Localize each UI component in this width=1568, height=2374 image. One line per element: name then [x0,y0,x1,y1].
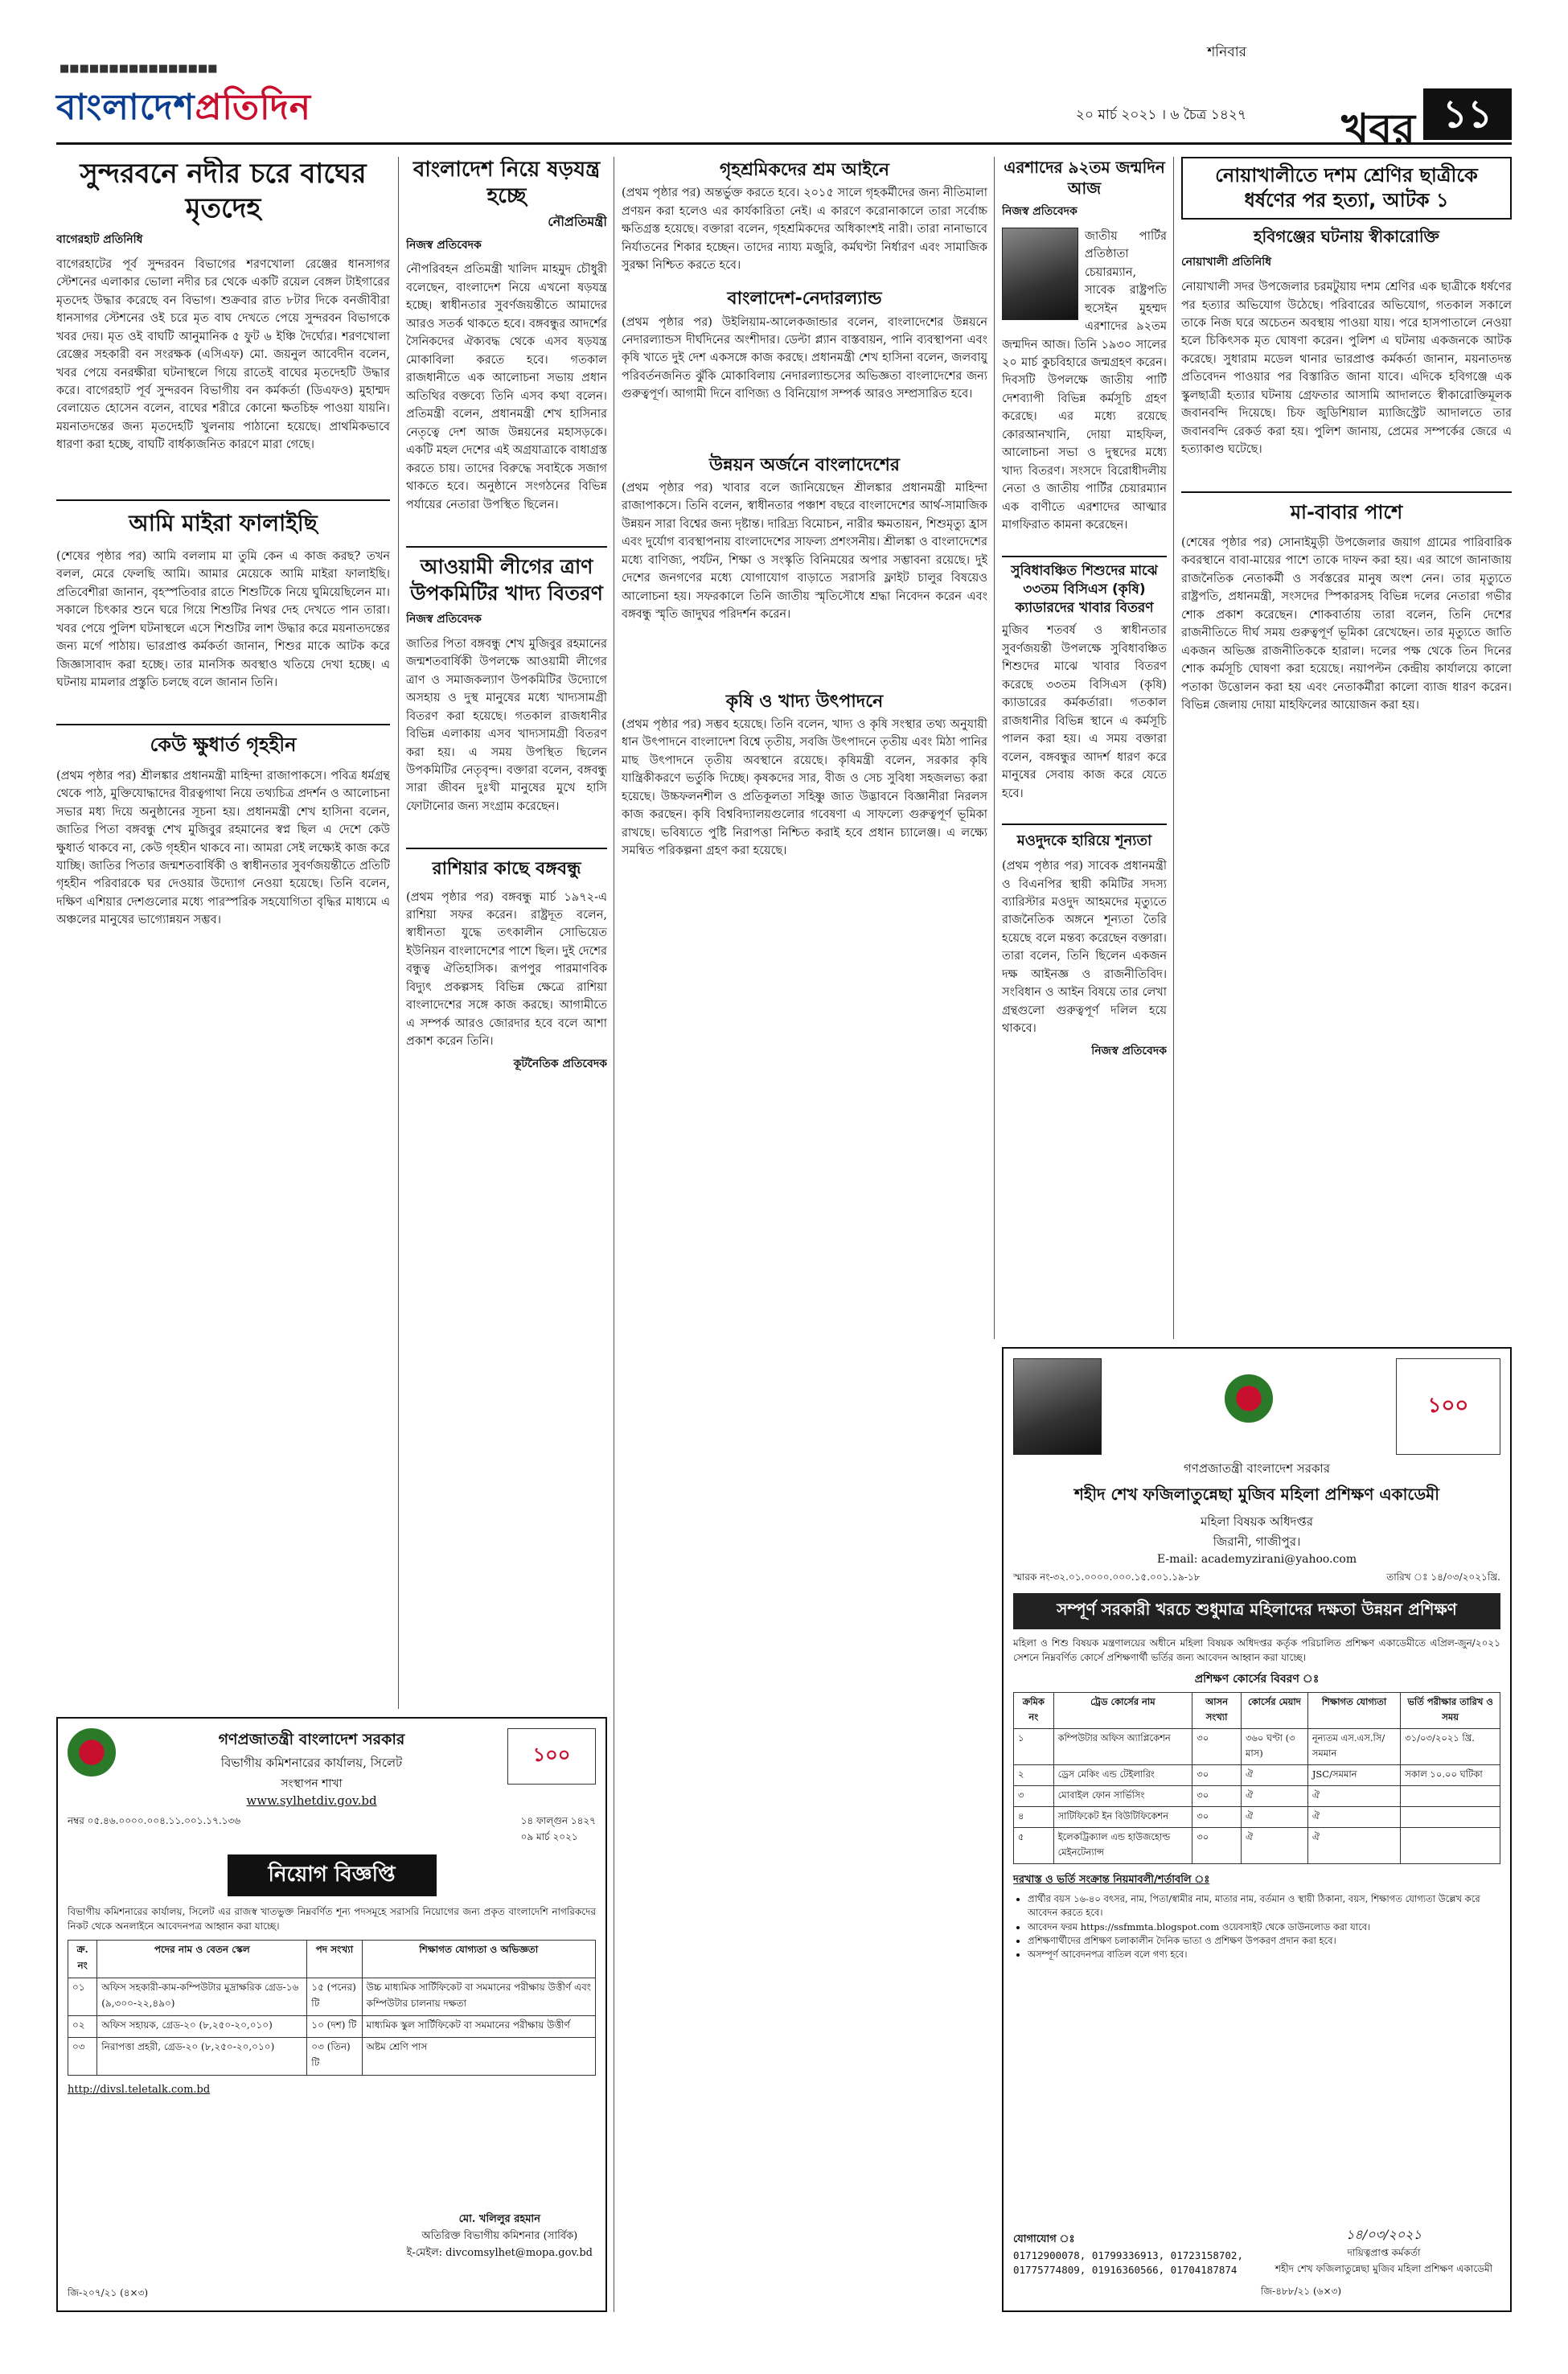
ad-memo: নম্বর ০৫.৪৬.০০০০.০০৪.১১.০০১.১৭.১৩৬ [68,1815,241,1826]
void-headline: মওদুদকে হারিয়ে শূন্যতা [1002,824,1167,852]
logo-word-1: বাংলাদেশ [56,87,195,128]
tiger-byline: বাগেরহাট প্রতিনিধি [56,233,143,246]
conspiracy-tagline: নৌপ্রতিমন্ত্রী [548,214,607,229]
table-cell [1401,1828,1500,1864]
conspiracy-byline: নিজস্ব প্রতিবেদক [406,238,482,252]
table-cell: ঐ [1307,1807,1400,1828]
rule-item: • অসম্পূর্ণ আবেদনপত্র বাতিল বলে গণ্য হবে। [1028,1948,1500,1961]
table-cell: মাধ্যমিক স্কুল সার্টিফিকেট বা সমমানের পরীক্ষায় উত্তীর্ণ [362,2016,595,2038]
column-2 [406,157,607,1709]
ad-signature-block [407,2212,593,2262]
ad-title: নিয়োগ বিজ্ঞপ্তি [228,1854,437,1896]
table-header: কোর্সের মেয়াদ [1241,1693,1307,1729]
rule-item: • প্রশিক্ষণার্থীদের প্রশিক্ষণ চলাকালীন দৈনিক ভাতা ও প্রশিক্ষণ উপকরণ প্রদান করা হবে। [1028,1934,1500,1948]
contact-block [1013,2232,1254,2279]
ad-intro: বিভাগীয় কমিশনারের কার্যালয়, সিলেট এর রাজস্ব খাতভুক্ত নিম্নবর্ণিত শূন্য পদসমূহে সরাসরি নিয়োগের জন্য প্রকৃত বাংলাদেশি নাগরিকদের নিকট থেকে অনলাইনে আবেদনপত্র আহ্বান করা যাচ্ছে। [68,1906,596,1932]
table-cell: ৪ [1014,1807,1054,1828]
table-cell: ঐ [1307,1786,1400,1807]
recruitment-ad [56,1717,607,2312]
table-cell: ঐ [1241,1765,1307,1786]
newspaper-logo [56,80,311,139]
labour-headline: গৃহশ্রমিকদের শ্রম আইনে [720,160,889,180]
table-header: ভর্তি পরীক্ষার তারিখ ও সময় [1401,1693,1500,1729]
table-cell: ঐ [1241,1786,1307,1807]
table-cell: ১০ (দশ) টি [307,2016,362,2038]
table-cell: ঐ [1241,1828,1307,1864]
academy-memo: স্মারক নং-৩২.০১.০০০০.০০০.১৫.০০১.১৯-১৮ [1013,1571,1201,1583]
table-row [68,2016,596,2038]
academy-banner: সম্পূর্ণ সরকারী খরচে শুধুমাত্র মহিলাদের দক্ষতা উন্নয়ন প্রশিক্ষণ [1013,1593,1500,1629]
table-cell: অফিস সহায়ক, গ্রেড-২০ (৮,২৫০-২০,০১০) [97,2016,307,2038]
table-cell: ৩ [1014,1786,1054,1807]
table-cell: উচ্চ মাধ্যমিক সার্টিফিকেট বা সমমানের পরীক্ষায় উত্তীর্ণ এবং কম্পিউটার চালনায় দক্ষতা [362,1978,595,2016]
day-label: শনিবার [1207,44,1246,60]
table-cell: ৩০ [1192,1729,1242,1765]
conspiracy-headline: বাংলাদেশ নিয়ে ষড়যন্ত্র হচ্ছে [413,158,601,208]
table-cell: ১৫ (পনের) টি [307,1978,362,2016]
table-cell: ২ [1014,1765,1054,1786]
table-row [1014,1786,1500,1807]
course-table-title: প্রশিক্ষণ কোর্সের বিবরণ ঃ [1194,1673,1320,1686]
labour-body: (প্রথম পৃষ্ঠার পর) অন্তর্ভুক্ত করতে হবে। ২০১৫ সালে গৃহকর্মীদের জন্য নীতিমালা প্রণয়ন করা হলেও এর কার্যকারিতা নেই। এ কারণে করোনাকালে তারা সর্বোচ্চ ক্ষতিগ্রস্ত হয়েছে। বক্তারা বলেন, গৃহশ্রমিকদের অধিকাংশই নারী। তারা নানাভাবে নির্যাতনের শিকার হচ্ছেন। তাদের ন্যায্য মজুরি, কর্মঘণ্টা নির্ধারণ এবং সামাজিক সুরক্ষা নিশ্চিত করতে হবে। [622,187,987,272]
ad-signer-title: অতিরিক্ত বিভাগীয় কমিশনার (সার্বিক) [421,2230,578,2242]
ad-signer: মো. খলিলুর রহমান [458,2213,540,2225]
table-cell: ৩০ [1192,1765,1242,1786]
academy-intro: মহিলা ও শিশু বিষয়ক মন্ত্রণালয়ের অধীনে মহিলা বিষয়ক অধিদপ্তর কর্তৃক পরিচালিত প্রশিক্ষণ একাডেমীতে এপ্রিল-জুন/২০২১ সেশনে নিম্নবর্ণিত কোর্সে প্রশিক্ষণার্থী ভর্তির জন্য আবেদন আহ্বান করা যাচ্ছে। [1013,1637,1500,1663]
hungry-body: (প্রথম পৃষ্ঠার পর) শ্রীলঙ্কার প্রধানমন্ত্রী মাহিন্দা রাজাপাকসে। পবিত্র ধর্মগ্রন্থ থেকে পাঠ, মুক্তিযোদ্ধাদের বীরত্বগাথা নিয়ে তথ্যচিত্র প্রদর্শন ও আলোচনা সভার মধ্য দিয়ে অনুষ্ঠানের সূচনা হয়। প্রধানমন্ত্রী শেখ হাসিনা বলেন, জাতির পিতা বঙ্গবন্ধু শেখ মুজিবুর রহমানের স্বপ্ন ছিল এ দেশে কেউ ক্ষুধার্ত থাকবে না, কেউ গৃহহীন থাকবে না। আমরা সেই লক্ষ্যেই কাজ করে যাচ্ছি। জাতির পিতার জন্মশতবার্ষিকী ও স্বাধীনতার সুবর্ণজয়ন্তীতে প্রতিটি গৃহহীন পরিবারকে ঘর দেওয়ার উদ্যোগ নেওয়া হয়েছে। তিনি বলেন, দক্ষিণ এশিয়ার দেশগুলোর মধ্যে পারস্পরিক সহযোগিতা বৃদ্ধির মাধ্যমে এ অঞ্চলের মানুষের ভাগ্যোন্নয়ন সম্ভব। [56,769,390,927]
ershad-body: জাতীয় পার্টির প্রতিষ্ঠাতা চেয়ারম্যান, সাবেক রাষ্ট্রপতি হুসেইন মুহম্মদ এরশাদের ৯২তম জন্মদিন আজ। তিনি ১৯৩০ সালের ২০ মার্চ কুচবিহারে জন্মগ্রহণ করেন। দিবসটি উপলক্ষে জাতীয় পার্টি দেশব্যাপী বিভিন্ন কর্মসূচি গ্রহণ করেছে। এর মধ্যে রয়েছে কোরআনখানি, দোয়া মাহফিল, আলোচনা সভা ও দুস্থদের মধ্যে খাদ্য বিতরণ। সংসদে বিরোধীদলীয় নেতা ও জাতীয় পার্টির চেয়ারম্যান এক বাণীতে এরশাদের আত্মার মাগফিরাত কামনা করেছেন। [1002,229,1167,532]
table-row [1014,1765,1500,1786]
tiger-body: বাগেরহাটের পূর্ব সুন্দরবন বিভাগের শরণখোলা রেঞ্জের ধানসাগর স্টেশনের এলাকার ভোলা নদীর চর থেকে একটি রয়েল বেঙ্গল টাইগারের মৃতদেহ উদ্ধার করেছে বন বিভাগ। শুক্রবার রাত ৮টার দিকে বনজীবীরা ধানসাগর স্টেশনের ওই চরে মৃত বাঘ দেখতে পেয়ে সুন্দরবন বিভাগকে খবর দেয়। মৃত ওই বাঘটি আনুমানিক ৫ ফুট ৬ ইঞ্চি দৈর্ঘ্যের। শরণখোলা রেঞ্জের সহকারী বন সংরক্ষক (এসিএফ) মো. জয়নুল আবেদীন বলেন, খবর পেয়ে বনরক্ষীরা ঘটনাস্থলে গিয়ে রাতেই বাঘের মৃতদেহটি উদ্ধার করে। বাগেরহাট পূর্ব সুন্দরবন বিভাগীয় বন কর্মকর্তা (ডিএফও) মুহাম্মদ বেলায়েত হোসেন বলেন, বাঘের শরীরে কোনো ক্ষতচিহ্ন পাওয়া যায়নি। ময়নাতদন্তের জন্য মৃতদেহটি খুলনায় পাঠানো হয়েছে। প্রাথমিকভাবে ধারণা করা হচ্ছে, বাঘটি বার্ধক্যজনিত কারণে মারা গেছে। [56,257,390,452]
table-cell [1401,1807,1500,1828]
table-cell: কম্পিউটার অফিস অ্যাপ্লিকেশন [1053,1729,1192,1765]
table-cell: ০৩ (তিন) টি [307,2038,362,2076]
noakhali-headline: নোয়াখালীতে দশম শ্রেণির ছাত্রীকে ধর্ষণের পর হত্যা, আটক ১ [1181,157,1512,220]
table-cell [1401,1786,1500,1807]
noakhali-body: নোয়াখালী সদর উপজেলার চরমটুয়ায় দশম শ্রেণির এক ছাত্রীকে ধর্ষণের পর হত্যার অভিযোগ উঠেছে। পরিবারের অভিযোগ, গতকাল সকালে তাকে নিজ ঘরে অচেতন অবস্থায় পাওয়া যায়। পরে হাসপাতালে নেওয়া হলে চিকিৎসক মৃত ঘোষণা করেন। পুলিশ এ ঘটনায় একজনকে আটক করেছে। সুধারাম মডেল থানার ভারপ্রাপ্ত কর্মকর্তা জানান, ময়নাতদন্ত প্রতিবেদন পাওয়ার পর বিস্তারিত জানা যাবে। এদিকে হবিগঞ্জে এক স্কুলছাত্রী হত্যার ঘটনায় গ্রেফতার আসামি আদালতে স্বীকারোক্তিমূলক জবানবন্দি দিয়েছে। চিফ জুডিশিয়াল ম্যাজিস্ট্রেট আদালতে তার জবানবন্দি রেকর্ড করা হয়। পুলিশ জানায়, প্রেমের সম্পর্কের জেরে এ হত্যাকাণ্ড ঘটেছে। [1181,281,1512,457]
ad-unit: সংস্থাপন শাখা [281,1777,343,1790]
agri-headline: কৃষি ও খাদ্য উৎপাদনে [725,691,884,712]
table-header: পদের নাম ও বেতন স্কেল [97,1941,307,1978]
academy-ad [1002,1347,1512,2312]
logo-tagline: ■■■■■■■■■■■■■■■■ [60,63,218,75]
rule-item: • প্রার্থীর বয়স ১৬-৪০ বৎসর, নাম, পিতা/স্বামীর নাম, মাতার নাম, বর্তমান ও স্থায়ী ঠিকানা, বয়স, শিক্ষাগত যোগ্যতা উল্লেখ করে আবেদন করতে হবে। [1028,1892,1500,1920]
tiger-headline: সুন্দরবনে নদীর চরে বাঘের মৃতদেহ [80,158,367,224]
table-cell: ০৩ [68,2038,97,2076]
table-cell: ৫ [1014,1828,1054,1864]
academy-email[interactable]: E-mail: academyzirani@yahoo.com [1156,1553,1357,1566]
ershad-headline: এরশাদের ৯২তম জন্মদিন আজ [1004,158,1165,198]
table-cell: ৩০ [1192,1786,1242,1807]
apply-link[interactable]: http://divsl.teletalk.com.bd [68,2084,211,2096]
development-body: (প্রথম পৃষ্ঠার পর) খাবার বলে জানিয়েছেন শ্রীলঙ্কার প্রধানমন্ত্রী মাহিন্দা রাজাপাকসে। তিনি বলেন, স্বাধীনতার পঞ্চাশ বছরে বাংলাদেশের আর্থ-সামাজিক উন্নয়ন সারা বিশ্বের জন্য দৃষ্টান্ত। দারিদ্র্য বিমোচন, নারীর ক্ষমতায়ন, শিশুমৃত্যু হ্রাস এবং দুর্যোগ ব্যবস্থাপনায় বাংলাদেশের সাফল্য প্রশংসনীয়। শ্রীলঙ্কা ও বাংলাদেশের মধ্যে বাণিজ্য, পর্যটন, শিক্ষা ও সংস্কৃতি বিনিময়ের অপার সম্ভাবনা রয়েছে। দুই দেশের জনগণের মধ্যে যোগাযোগ বাড়াতে সরাসরি ফ্লাইট চালুর বিষয়েও আলোচনা হয়। সফরকালে তিনি জাতীয় স্মৃতিসৌধে শ্রদ্ধা নিবেদন করেন এবং বঙ্গবন্ধু স্মৃতি জাদুঘর পরিদর্শন করেন। [622,481,987,622]
ad-office: বিভাগীয় কমিশনারের কার্যালয়, সিলেট [220,1756,403,1770]
netherlands-headline: বাংলাদেশ-নেদারল্যান্ড [727,289,882,310]
table-header: ক্র. নং [68,1941,97,1978]
column-divider [398,157,399,1709]
table-row [68,1978,596,2016]
table-cell: নিরাপত্তা প্রহরী, গ্রেড-২০ (৮,২৫০-২০,০১০) [97,2038,307,2076]
table-row [1014,1807,1500,1828]
dateline [1075,44,1246,127]
rule-item: • আবেদন ফরম https://ssfmmta.blogspot.com ওয়েবসাইট থেকে ডাউনলোড করা যাবে। [1028,1920,1500,1934]
table-cell: ০২ [68,2016,97,2038]
ad-date-english: ০৯ মার্চ ২০২১ [520,1831,578,1842]
ershad-byline: নিজস্ব প্রতিবেদক [1002,205,1077,218]
russia-body: (প্রথম পৃষ্ঠার পর) বঙ্গবন্ধু মার্চ ১৯৭২-এ রাশিয়া সফর করেন। রাষ্ট্রদূত বলেন, স্বাধীনতা যুদ্ধে তৎকালীন সোভিয়েত ইউনিয়ন বাংলাদেশের পাশে ছিল। দুই দেশের বন্ধুত্ব ঐতিহাসিক। রূপপুর পারমাণবিক বিদ্যুৎ প্রকল্পসহ বিভিন্ন ক্ষেত্রে রাশিয়া বাংলাদেশের সঙ্গে কাজ করছে। আগামীতে এ সম্পর্ক আরও জোরদার হবে বলে আশা প্রকাশ করেন তিনি। [406,890,607,1049]
hungry-headline: কেউ ক্ষুধার্ত গৃহহীন [56,724,390,760]
table-cell: ১ [1014,1729,1054,1765]
portrait-photo [1013,1358,1102,1455]
void-body: (প্রথম পৃষ্ঠার পর) সাবেক প্রধানমন্ত্রী ও বিএনপির স্থায়ী কমিটির সদস্য ব্যারিস্টার মওদুদ আহমদের মৃত্যুতে রাজনৈতিক অঙ্গনে শূন্যতা তৈরি হয়েছে বলে মন্তব্য করেছেন বক্তারা। তারা বলেন, তিনি ছিলেন একজন দক্ষ আইনজ্ঞ ও রাজনীতিবিদ। সংবিধান ও আইন বিষয়ে তার লেখা গ্রন্থগুলো গুরুত্বপূর্ণ দলিল হয়ে থাকবে। [1002,860,1167,1036]
table-cell: মোবাইল ফোন সার্ভিসিং [1053,1786,1192,1807]
table-header: শিক্ষাগত যোগ্যতা ও অভিজ্ঞতা [362,1941,595,1978]
table-cell: ০১ [68,1978,97,2016]
noakhali-byline: নোয়াখালী প্রতিনিধি [1181,256,1272,269]
academy-sign-title: দায়িত্বপ্রাপ্ত কর্মকর্তা [1347,2247,1421,2258]
tiger-body-extra [56,458,390,475]
academy-date: তারিখ ঃ ১৪/০৩/২০২১খ্রি. [1386,1571,1500,1583]
column-divider [994,157,995,1339]
mujib-logo: ১০০ [507,1728,596,1785]
table-header: আসন সংখ্যা [1192,1693,1242,1729]
contact-label: যোগাযোগ ঃ [1013,2232,1075,2245]
table-cell: ইলেকট্রিক্যাল এন্ড হাউজহোল্ড মেইনটেন্যান্স [1053,1828,1192,1864]
table-cell: ড্রেস মেকিং এন্ড টেইলারিং [1053,1765,1192,1786]
ershad-photo [1002,228,1078,320]
date-label: ২০ মার্চ ২০২১ । ৬ চৈত্র ১৪২৭ [1075,107,1246,123]
table-cell: ঐ [1241,1807,1307,1828]
table-header: শিক্ষাগত যোগ্যতা [1307,1693,1400,1729]
table-cell: অফিস সহকারী-কাম-কম্পিউটার মুদ্রাক্ষরিক গ্রেড-১৬ (৯,৩০০-২২,৪৯০) [97,1978,307,2016]
course-table [1013,1692,1500,1864]
table-header: পদ সংখ্যা [307,1941,362,1978]
relief-headline: আওয়ামী লীগের ত্রাণ উপকমিটির খাদ্য বিতরণ [406,546,607,606]
table-cell: সকাল ১০.০০ ঘটিকা [1401,1765,1500,1786]
rules-title: দরখাস্ত ও ভর্তি সংক্রান্ত নিয়মাবলী/শর্তাবলি ঃ [1013,1874,1210,1886]
table-cell: ৩১/০৩/২০২১ খ্রি. [1401,1729,1500,1765]
academy-ref: জি-৪৮৮/২১ (৬×৩) [1261,2286,1342,2297]
academy-sign-name: শহীদ শেখ ফজিলাতুন্নেছা মুজিব মহিলা প্রশিক্ষণ একাডেমী [1275,2263,1493,2274]
ad-gov: গণপ্রজাতন্ত্রী বাংলাদেশ সরকার [218,1731,405,1748]
void-byline: নিজস্ব প্রতিবেদক [1091,1044,1167,1058]
table-row [68,2038,596,2076]
table-cell: ৩০ [1192,1828,1242,1864]
page-number: ১১ [1423,88,1512,140]
table-row [1014,1828,1500,1864]
table-header: ট্রেড কোর্সের নাম [1053,1693,1192,1729]
section-title: খবর [1341,105,1415,154]
parents-body: (শেষের পৃষ্ঠার পর) সোনাইমুড়ী উপজেলার জয়াগ গ্রামের পারিবারিক কবরস্থানে বাবা-মায়ের পাশে তাকে দাফন করা হয়। এর আগে জানাজায় রাজনৈতিক নেতাকর্মী ও সর্বস্তরের মানুষ অংশ নেন। তার মৃত্যুতে রাষ্ট্রপতি, প্রধানমন্ত্রী, সংসদের স্পিকারসহ বিভিন্ন দলের নেতারা গভীর শোক প্রকাশ করেছেন। শোকবার্তায় তারা বলেন, তিনি দেশের রাজনীতিতে দীর্ঘ সময় গুরুত্বপূর্ণ ভূমিকা রেখেছেন। তার মৃত্যুতে জাতি একজন অভিজ্ঞ রাজনীতিককে হারাল। দলের পক্ষ থেকে তিন দিনের শোক কর্মসূচি ঘোষণা করা হয়েছে। নয়াপল্টন কেন্দ্রীয় কার্যালয়ে কালো পতাকা উত্তোলন করা হয় এবং নেতাকর্মীরা কালো ব্যাজ ধারণ করেন। বিভিন্ন জেলায় দোয়া মাহফিলের আয়োজন করা হয়। [1181,536,1512,713]
column-3 [622,157,987,2312]
academy-dept: মহিলা বিষয়ক অধিদপ্তর [1201,1514,1313,1529]
table-header: ক্রমিক নং [1014,1693,1054,1729]
column-5 [1002,157,1167,1339]
table-cell: ঐ [1307,1828,1400,1864]
ad-ref: জি-২০৭/২১ (৪×৩) [68,2287,149,2298]
ad-email: ই-মেইল: divcomsylhet@mopa.gov.bd [406,2247,593,2259]
table-cell: অষ্টম শ্রেণি পাস [362,2038,595,2076]
table-cell: ৩০ [1192,1807,1242,1828]
academy-name: শহীদ শেখ ফজিলাতুন্নেছা মুজিব মহিলা প্রশিক্ষণ একাডেমী [1073,1485,1439,1504]
contact-phones: 01712900078, 01799336913, 01723158702, 01775774809, 01916360566, 01704187874 [1013,2249,1243,2277]
mother-headline: আমি মাইরা ফালাইছি [56,499,390,540]
rules-list [1028,1892,1500,1961]
netherlands-body: (প্রথম পৃষ্ঠার পর) উইলিয়াম-আলেকজান্ডার বলেন, বাংলাদেশের উন্নয়নে নেদারল্যান্ডস দীর্ঘদিনের অংশীদার। ডেল্টা প্ল্যান বাস্তবায়ন, পানি ব্যবস্থাপনা এবং কৃষি খাতে দুই দেশ একসঙ্গে কাজ করছে। প্রধানমন্ত্রী শেখ হাসিনা বলেন, জলবায়ু পরিবর্তনজনিত ঝুঁকি মোকাবিলায় নেদারল্যান্ডসের অভিজ্ঞতা বাংলাদেশের জন্য গুরুত্বপূর্ণ। আগামী দিনে বাণিজ্য ও বিনিয়োগ সম্পর্ক আরও সম্প্রসারিত হবে। [622,315,987,401]
academy-gov: গণপ্রজাতন্ত্রী বাংলাদেশ সরকার [1183,1461,1331,1476]
bcs-body: মুজিব শতবর্ষ ও স্বাধীনতার সুবর্ণজয়ন্তী উপলক্ষে সুবিধাবঞ্চিত শিশুদের মাঝে খাবার বিতরণ করেছে ৩৩তম বিসিএস (কৃষি) ক্যাডারের কর্মকর্তারা। গতকাল রাজধানীর বিভিন্ন স্থানে এ কর্মসূচি পালন করা হয়। এ সময় বক্তারা বলেন, বঙ্গবন্ধুর আদর্শ ধারণ করে মানুষের সেবায় কাজ করে যেতে হবে। [1002,624,1167,800]
table-row [1014,1729,1500,1765]
government-seal [1225,1374,1273,1423]
bcs-headline: সুবিধাবঞ্চিত শিশুদের মাঝে ৩৩তম বিসিএস (কৃষি) ক্যাডারদের খাবার বিতরণ [1002,556,1167,618]
column-6 [1181,157,1512,1339]
relief-body: জাতির পিতা বঙ্গবন্ধু শেখ মুজিবুর রহমানের জন্মশতবার্ষিকী উপলক্ষে আওয়ামী লীগের ত্রাণ ও সমাজকল্যাণ উপকমিটির উদ্যোগে অসহায় ও দুস্থ মানুষের মধ্যে খাদ্যসামগ্রী বিতরণ করা হয়েছে। গতকাল রাজধানীর বিভিন্ন এলাকায় এসব খাদ্যসামগ্রী বিতরণ করা হয়। এ সময় উপস্থিত ছিলেন উপকমিটির নেতৃবৃন্দ। বক্তারা বলেন, বঙ্গবন্ধু সারা জীবন দুঃখী মানুষের মুখে হাসি ফোটানোর জন্য সংগ্রাম করেছেন। [406,637,607,813]
russia-headline: রাশিয়ার কাছে বঙ্গবন্ধু [406,848,607,883]
table-cell: নূন্যতম এস.এস.সি/ সমমান [1307,1729,1400,1765]
vacancy-table [68,1940,596,2076]
academy-signature-block [1267,2224,1500,2278]
noakhali-subhead: হবিগঞ্জের ঘটনায় স্বীকারোক্তি [1254,227,1439,247]
relief-byline: নিজস্ব প্রতিবেদক [406,613,482,626]
column-1 [56,157,390,1709]
academy-sign-date: ১৪/০৩/২০২১ [1346,2227,1422,2242]
ad-date-bangla: ১৪ ফাল্গুন ১৪২৭ [520,1815,596,1826]
logo-word-2: প্রতিদিন [195,87,311,128]
conspiracy-body: নৌপরিবহন প্রতিমন্ত্রী খালিদ মাহমুদ চৌধুরী বলেছেন, বাংলাদেশ নিয়ে এখনো ষড়যন্ত্র হচ্ছে। স্বাধীনতার সুবর্ণজয়ন্তীতে আমাদের আরও সতর্ক থাকতে হবে। বঙ্গবন্ধুর আদর্শের সৈনিকদের ঐক্যবদ্ধ থেকে এসব ষড়যন্ত্র মোকাবিলা করতে হবে। গতকাল রাজধানীতে এক আলোচনা সভায় প্রধান অতিথির বক্তব্যে তিনি এসব কথা বলেন। প্রতিমন্ত্রী বলেন, প্রধানমন্ত্রী শেখ হাসিনার নেতৃত্বে দেশ আজ উন্নয়নের মহাসড়কে। একটি মহল দেশের এই অগ্রযাত্রাকে বাধাগ্রস্ত করতে চায়। তাদের বিরুদ্ধে সবাইকে সজাগ থাকতে হবে। অনুষ্ঠানে সংগঠনের বিভিন্ন পর্যায়ের নেতারা উপস্থিত ছিলেন। [406,263,607,511]
agri-body: (প্রথম পৃষ্ঠার পর) সম্ভব হয়েছে। তিনি বলেন, খাদ্য ও কৃষি সংস্থার তথ্য অনুযায়ী ধান উৎপাদনে বাংলাদেশ বিশ্বে তৃতীয়, সবজি উৎপাদনে তৃতীয় এবং মিঠা পানির মাছ উৎপাদনে তৃতীয় অবস্থানে রয়েছে। কৃষিমন্ত্রী বলেন, সরকার কৃষি যান্ত্রিকীকরণে ভর্তুকি দিচ্ছে। কৃষকদের সার, বীজ ও সেচ সুবিধা সহজলভ্য করা হয়েছে। উচ্চফলনশীল ও প্রতিকূলতা সহিষ্ণু জাত উদ্ভাবনে বিজ্ঞানীরা নিরলস কাজ করছেন। কৃষি বিশ্ববিদ্যালয়গুলোর গবেষণা এ সাফল্যে গুরুত্বপূর্ণ ভূমিকা রাখছে। ভবিষ্যতে পুষ্টি নিরাপত্তা নিশ্চিত করাই হবে প্রধান চ্যালেঞ্জ। এ লক্ষ্যে সমন্বিত পরিকল্পনা গ্রহণ করা হয়েছে। [622,717,987,858]
academy-place: জিরানী, গাজীপুর। [1213,1534,1301,1549]
development-headline: উন্নয়ন অর্জনে বাংলাদেশের [708,454,901,475]
column-divider [1173,157,1174,1339]
parents-headline: মা-বাবার পাশে [1181,491,1512,528]
mujib-logo: ১০০ [1396,1358,1500,1455]
mother-body: (শেষের পৃষ্ঠার পর) আমি বললাম মা তুমি কেন এ কাজ করছ? তখন বলল, মেরে ফেলছি আমি। আমার মেয়েকে আমি মাইরা ফালাইছি। প্রতিবেশীরা জানান, বৃহস্পতিবার রাতে শিশুটিকে নিয়ে ঘুমিয়েছিলেন মা। সকালে চিৎকার শুনে ঘরে গিয়ে শিশুটির নিথর দেহ দেখতে পান তারা। খবর পেয়ে পুলিশ ঘটনাস্থলে এসে শিশুটির লাশ উদ্ধার করে ময়নাতদন্তের জন্য মর্গে পাঠায়। ভারপ্রাপ্ত কর্মকর্তা জানান, শিশুর মাকে আটক করে জিজ্ঞাসাবাদ করা হচ্ছে। তার মানসিক অবস্থাও খতিয়ে দেখা হচ্ছে। এ ঘটনায় মামলার প্রস্তুতি চলছে বলে জানান তিনি। [56,549,390,689]
table-cell: সাটিফিকেট ইন বিউটিফিকেশন [1053,1807,1192,1828]
russia-byline: কূটনৈতিক প্রতিবেদক [513,1057,607,1070]
table-cell: ৩৬০ ঘণ্টা (৩ মাস) [1241,1729,1307,1765]
government-seal [68,1728,116,1776]
ad-website[interactable]: www.sylhetdiv.gov.bd [246,1793,377,1808]
masthead [56,24,1512,154]
table-cell: JSC/সমমান [1307,1765,1400,1786]
